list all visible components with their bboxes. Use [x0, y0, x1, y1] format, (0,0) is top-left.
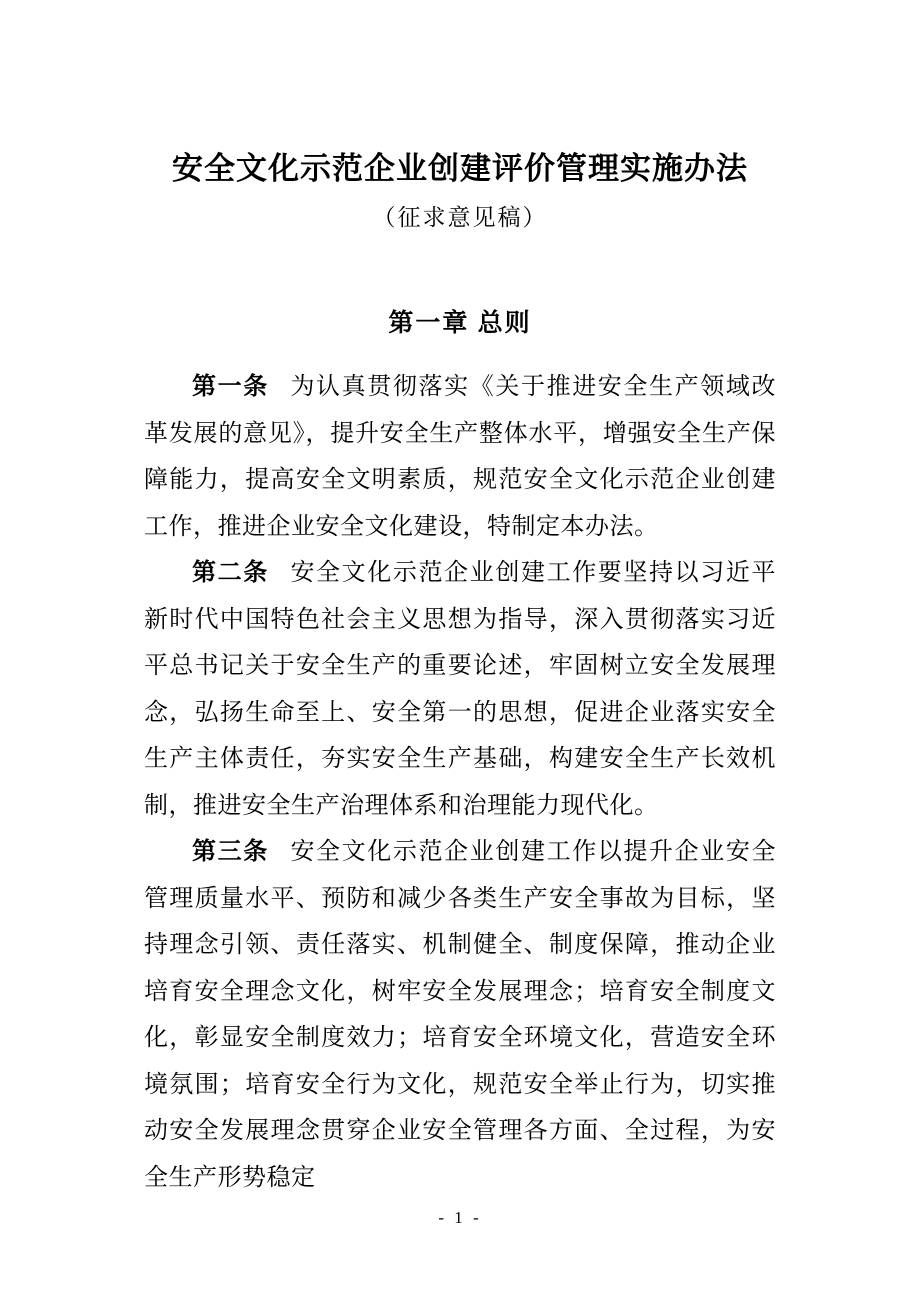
article-3 [144, 829, 776, 1201]
document-subtitle: （征求意见稿） [372, 205, 548, 230]
article-1 [144, 364, 776, 550]
article-1-text: 为认真贯彻落实《关于推进安全生产领域改革发展的意见》，提升安全生产整体水平，增强安全生产保障能力，提高安全文明素质，规范安全文化示范企业创建工作，推进企业安全文化建设，特制定本办法。 [144, 374, 776, 540]
chapter-heading: 第一章 总则 [388, 310, 532, 337]
article-1-number: 第一条 [192, 374, 269, 400]
article-2 [144, 550, 776, 829]
article-2-text: 安全文化示范企业创建工作要坚持以习近平新时代中国特色社会主义思想为指导，深入贯彻落实习近平总书记关于安全生产的重要论述，牢固树立安全发展理念，弘扬生命至上、安全第一的思想，促进企业落实安全生产主体责任，夯实安全生产基础，构建安全生产长效机制，推进安全生产治理体系和治理能力现代化。 [144, 560, 776, 819]
page-number: - 1 - [438, 1208, 482, 1227]
article-2-number: 第二条 [192, 560, 269, 586]
document-title: 安全文化示范企业创建评价管理实施办法 [172, 151, 748, 186]
article-3-number: 第三条 [192, 839, 269, 865]
document-body [144, 364, 776, 1201]
article-3-text: 安全文化示范企业创建工作以提升企业安全管理质量水平、预防和减少各类生产安全事故为目标，坚持理念引领、责任落实、机制健全、制度保障，推动企业培育安全理念文化，树牢安全发展理念；培育安全制度文化，彰显安全制度效力；培育安全环境文化，营造安全环境氛围；培育安全行为文化，规范安全举止行为，切实推动安全发展理念贯穿企业安全管理各方面、全过程，为安全生产形势稳定 [144, 839, 776, 1191]
